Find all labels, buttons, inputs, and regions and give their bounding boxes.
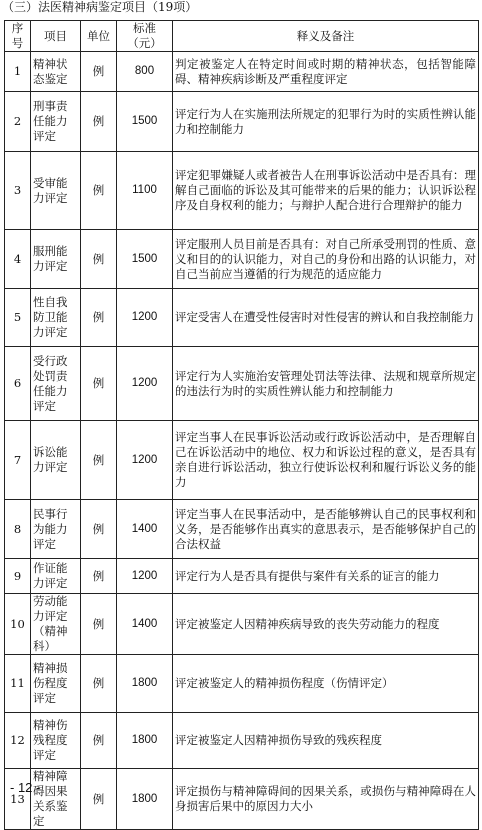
table-row — [5, 52, 479, 92]
header-unit: 单位 — [81, 21, 117, 52]
row-description: 评定犯罪嫌疑人或者被告人在刑事诉讼活动中是否具有：理解自己面临的诉讼及其可能带来的后果的能力；认识诉讼程序及自身权利的能力；与辩护人配合进行合理辩护的能力 — [173, 152, 479, 230]
row-unit: 例 — [81, 289, 117, 347]
row-unit: 例 — [81, 713, 117, 769]
table-row — [5, 559, 479, 594]
row-description: 评定被鉴定人的精神损伤程度（伤情评定） — [173, 655, 479, 713]
table-row — [5, 769, 479, 830]
row-item: 诉讼能力评定 — [31, 421, 81, 500]
row-price: 1200 — [117, 559, 173, 594]
table-header-row — [5, 21, 479, 52]
row-price: 1200 — [117, 289, 173, 347]
table-row — [5, 289, 479, 347]
row-description: 评定被鉴定人因精神疾病导致的丧失劳动能力的程度 — [173, 594, 479, 655]
row-item: 精神损伤程度评定 — [31, 655, 81, 713]
row-item: 性自我防卫能力评定 — [31, 289, 81, 347]
row-item: 受审能力评定 — [31, 152, 81, 230]
row-price: 1500 — [117, 92, 173, 152]
fee-table — [4, 20, 479, 830]
row-unit: 例 — [81, 347, 117, 421]
row-description: 评定行为人实施治安管理处罚法等法律、法规和规章所规定的违法行为时的实质性辨认能力和控制能力 — [173, 347, 479, 421]
table-row — [5, 230, 479, 289]
row-item: 刑事责任能力评定 — [31, 92, 81, 152]
row-number: 5 — [5, 289, 31, 347]
row-number: 9 — [5, 559, 31, 594]
row-price: 800 — [117, 52, 173, 92]
row-number: 3 — [5, 152, 31, 230]
row-description: 评定行为人在实施刑法所规定的犯罪行为时的实质性辨认能力和控制能力 — [173, 92, 479, 152]
row-price: 1100 — [117, 152, 173, 230]
table-row — [5, 92, 479, 152]
table-row — [5, 152, 479, 230]
row-unit: 例 — [81, 152, 117, 230]
row-item: 精神状态鉴定 — [31, 52, 81, 92]
page-number: - 12 - — [10, 780, 41, 795]
row-number: 8 — [5, 500, 31, 559]
row-number: 10 — [5, 594, 31, 655]
row-item: 民事行为能力评定 — [31, 500, 81, 559]
row-unit: 例 — [81, 500, 117, 559]
row-number: 6 — [5, 347, 31, 421]
row-price: 1800 — [117, 713, 173, 769]
row-item: 劳动能力评定（精神科） — [31, 594, 81, 655]
header-price: 标准（元） — [117, 21, 173, 52]
row-description: 评定行为人是否具有提供与案件有关系的证言的能力 — [173, 559, 479, 594]
row-description: 判定被鉴定人在特定时间或时期的精神状态，包括智能障碍、精神疾病诊断及严重程度评定 — [173, 52, 479, 92]
row-unit: 例 — [81, 769, 117, 830]
row-unit: 例 — [81, 559, 117, 594]
row-description: 评定服刑人员目前是否具有：对自己所承受刑罚的性质、意义和目的的认识能力，对自己的身份和出路的认识能力，对自己当前应当遵循的行为规范的适应能力 — [173, 230, 479, 289]
row-description: 评定被鉴定人因精神损伤导致的残疾程度 — [173, 713, 479, 769]
header-desc: 释义及备注 — [173, 21, 479, 52]
row-item: 服刑能力评定 — [31, 230, 81, 289]
row-price: 1200 — [117, 421, 173, 500]
row-number: 12 — [5, 713, 31, 769]
row-number: 7 — [5, 421, 31, 500]
table-row — [5, 500, 479, 559]
row-number: 13 — [5, 769, 31, 830]
section-title: （三）法医精神病鉴定项目（19项） — [2, 0, 198, 14]
row-number: 1 — [5, 52, 31, 92]
row-unit: 例 — [81, 52, 117, 92]
row-item: 作证能力评定 — [31, 559, 81, 594]
row-unit: 例 — [81, 421, 117, 500]
row-unit: 例 — [81, 92, 117, 152]
row-price: 1500 — [117, 230, 173, 289]
row-description: 评定损伤与精神障碍间的因果关系，或损伤与精神障碍在人身损害后果中的原因力大小 — [173, 769, 479, 830]
table-row — [5, 421, 479, 500]
row-number: 4 — [5, 230, 31, 289]
row-description: 评定当事人在民事诉讼活动或行政诉讼活动中，是否理解自己在诉讼活动中的地位、权力和诉讼过程的意义，是否具有亲自进行诉讼活动，独立行使诉讼权利和履行诉讼义务的能力 — [173, 421, 479, 500]
row-description: 评定当事人在民事活动中，是否能够辨认自己的民事权利和义务，是否能够作出真实的意思表示，是否能够保护自己的合法权益 — [173, 500, 479, 559]
row-price: 1400 — [117, 500, 173, 559]
row-item: 精神障碍因果关系鉴定 — [31, 769, 81, 830]
row-item: 精神伤残程度评定 — [31, 713, 81, 769]
header-no: 序号 — [5, 21, 31, 52]
row-price: 1800 — [117, 655, 173, 713]
row-description: 评定受害人在遭受性侵害时对性侵害的辨认和自我控制能力 — [173, 289, 479, 347]
row-unit: 例 — [81, 594, 117, 655]
row-price: 1800 — [117, 769, 173, 830]
table-row — [5, 713, 479, 769]
table-row — [5, 594, 479, 655]
row-unit: 例 — [81, 230, 117, 289]
row-number: 2 — [5, 92, 31, 152]
header-item: 项目 — [31, 21, 81, 52]
table-row — [5, 347, 479, 421]
table-row — [5, 655, 479, 713]
row-price: 1200 — [117, 347, 173, 421]
row-number: 11 — [5, 655, 31, 713]
row-price: 1400 — [117, 594, 173, 655]
row-unit: 例 — [81, 655, 117, 713]
row-item: 受行政处罚责任能力评定 — [31, 347, 81, 421]
